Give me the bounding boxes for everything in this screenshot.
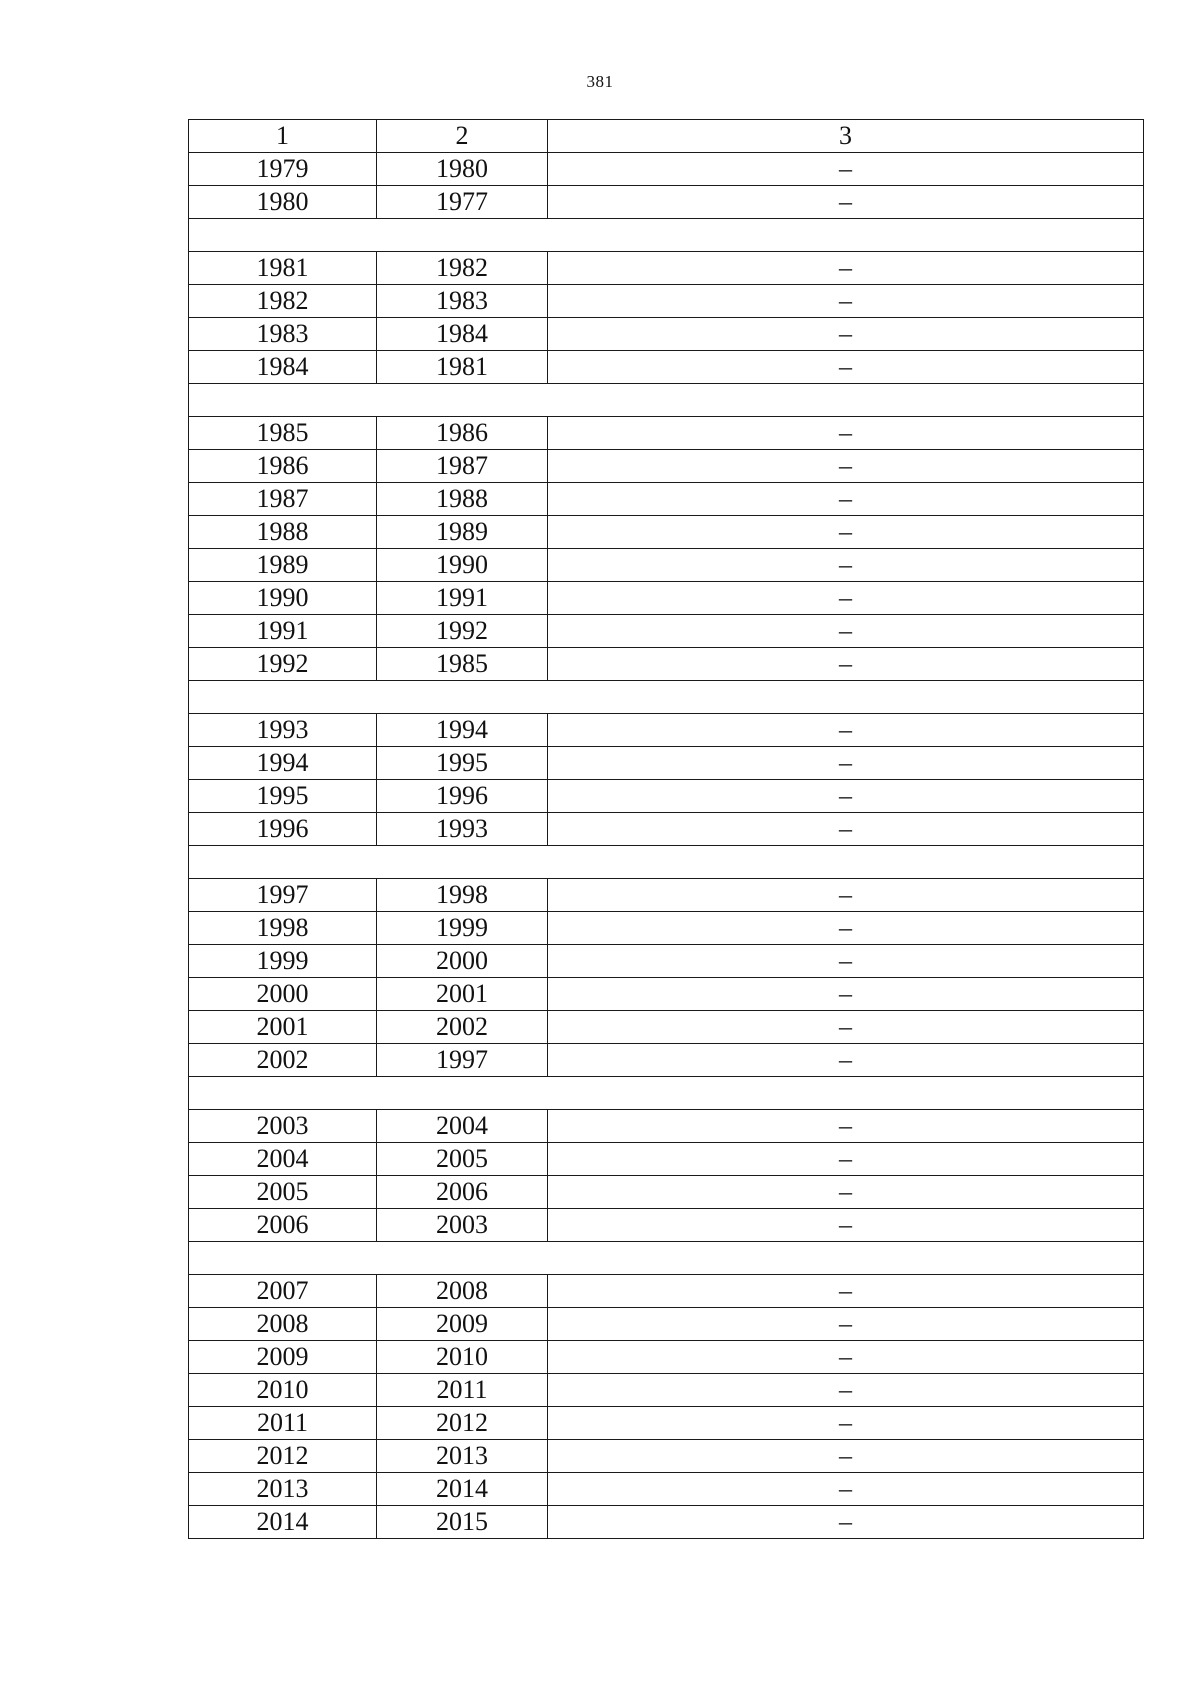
- table-cell-col3: –: [548, 1506, 1144, 1539]
- table-cell-col1: 1988: [189, 516, 377, 549]
- section-separator-row: [189, 219, 1144, 252]
- separator-cell: [189, 1242, 1144, 1275]
- table-cell-col3: –: [548, 582, 1144, 615]
- table-cell-col2: 2012: [377, 1407, 548, 1440]
- table-row: [189, 1110, 1144, 1143]
- table-row: [189, 516, 1144, 549]
- section-separator-row: [189, 846, 1144, 879]
- table-row: [189, 1011, 1144, 1044]
- table-cell-col2: 1987: [377, 450, 548, 483]
- table-cell-col2: 2006: [377, 1176, 548, 1209]
- table-cell-col2: 1985: [377, 648, 548, 681]
- table-row: [189, 153, 1144, 186]
- table-cell-col3: –: [548, 483, 1144, 516]
- table-row: [189, 615, 1144, 648]
- table-cell-col2: 2013: [377, 1440, 548, 1473]
- table-row: [189, 714, 1144, 747]
- table-cell-col1: 2001: [189, 1011, 377, 1044]
- table-cell-col2: 2015: [377, 1506, 548, 1539]
- table-cell-col1: 2004: [189, 1143, 377, 1176]
- table-row: [189, 912, 1144, 945]
- table-cell-col3: –: [548, 1440, 1144, 1473]
- table-cell-col1: 1992: [189, 648, 377, 681]
- table-row: [189, 417, 1144, 450]
- table-row: [189, 582, 1144, 615]
- header-cell-1: 1: [189, 120, 377, 153]
- table-cell-col1: 2010: [189, 1374, 377, 1407]
- table-row: [189, 1506, 1144, 1539]
- table-row: [189, 318, 1144, 351]
- table-row: [189, 351, 1144, 384]
- table-cell-col2: 2009: [377, 1308, 548, 1341]
- separator-cell: [189, 1077, 1144, 1110]
- table-cell-col3: –: [548, 978, 1144, 1011]
- table-cell-col3: –: [548, 1275, 1144, 1308]
- table-cell-col2: 1977: [377, 186, 548, 219]
- table-cell-col3: –: [548, 1341, 1144, 1374]
- table-row: [189, 252, 1144, 285]
- table-cell-col1: 1979: [189, 153, 377, 186]
- table-row: [189, 813, 1144, 846]
- table-cell-col1: 2013: [189, 1473, 377, 1506]
- table-cell-col3: –: [548, 1143, 1144, 1176]
- section-separator-row: [189, 384, 1144, 417]
- table-cell-col3: –: [548, 1473, 1144, 1506]
- table-cell-col2: 1983: [377, 285, 548, 318]
- section-separator-row: [189, 681, 1144, 714]
- table-cell-col2: 2010: [377, 1341, 548, 1374]
- table-row: [189, 1341, 1144, 1374]
- table-cell-col3: –: [548, 450, 1144, 483]
- table-cell-col3: –: [548, 285, 1144, 318]
- header-row: [189, 120, 1144, 153]
- table-cell-col2: 1997: [377, 1044, 548, 1077]
- table-cell-col2: 1990: [377, 549, 548, 582]
- header-cell-2: 2: [377, 120, 548, 153]
- table-cell-col3: –: [548, 186, 1144, 219]
- table-cell-col1: 2008: [189, 1308, 377, 1341]
- table-row: [189, 1143, 1144, 1176]
- table-cell-col3: –: [548, 879, 1144, 912]
- table-cell-col3: –: [548, 648, 1144, 681]
- table-row: [189, 978, 1144, 1011]
- table-cell-col1: 2012: [189, 1440, 377, 1473]
- table-cell-col1: 2000: [189, 978, 377, 1011]
- table-cell-col3: –: [548, 780, 1144, 813]
- table-row: [189, 1275, 1144, 1308]
- table-cell-col2: 1984: [377, 318, 548, 351]
- section-separator-row: [189, 1077, 1144, 1110]
- table-cell-col2: 2011: [377, 1374, 548, 1407]
- table-cell-col3: –: [548, 1407, 1144, 1440]
- table-cell-col3: –: [548, 417, 1144, 450]
- table-cell-col2: 1998: [377, 879, 548, 912]
- table-cell-col1: 1994: [189, 747, 377, 780]
- table-cell-col3: –: [548, 813, 1144, 846]
- table-cell-col1: 2006: [189, 1209, 377, 1242]
- table-row: [189, 945, 1144, 978]
- table-cell-col2: 1992: [377, 615, 548, 648]
- table-cell-col2: 1996: [377, 780, 548, 813]
- table-cell-col2: 1986: [377, 417, 548, 450]
- table-row: [189, 648, 1144, 681]
- table-cell-col1: 2011: [189, 1407, 377, 1440]
- table-cell-col1: 1980: [189, 186, 377, 219]
- table-cell-col3: –: [548, 1044, 1144, 1077]
- table-row: [189, 1473, 1144, 1506]
- table-cell-col1: 1997: [189, 879, 377, 912]
- table-cell-col2: 1993: [377, 813, 548, 846]
- table-cell-col3: –: [548, 1374, 1144, 1407]
- separator-cell: [189, 384, 1144, 417]
- table-cell-col3: –: [548, 714, 1144, 747]
- table-cell-col1: 2003: [189, 1110, 377, 1143]
- table-row: [189, 747, 1144, 780]
- table-cell-col2: 2014: [377, 1473, 548, 1506]
- table-cell-col1: 1984: [189, 351, 377, 384]
- table-cell-col3: –: [548, 1110, 1144, 1143]
- separator-cell: [189, 681, 1144, 714]
- table-cell-col3: –: [548, 318, 1144, 351]
- table-cell-col1: 1996: [189, 813, 377, 846]
- table-cell-col2: 2008: [377, 1275, 548, 1308]
- table-row: [189, 1176, 1144, 1209]
- table-cell-col2: 1989: [377, 516, 548, 549]
- table-cell-col3: –: [548, 945, 1144, 978]
- table-cell-col2: 1988: [377, 483, 548, 516]
- table-cell-col1: 1990: [189, 582, 377, 615]
- table-cell-col2: 2003: [377, 1209, 548, 1242]
- header-cell-3: 3: [548, 120, 1144, 153]
- table-cell-col1: 2002: [189, 1044, 377, 1077]
- table-cell-col2: 1991: [377, 582, 548, 615]
- separator-cell: [189, 846, 1144, 879]
- table-body: [189, 120, 1144, 1539]
- table-row: [189, 879, 1144, 912]
- table-cell-col1: 1999: [189, 945, 377, 978]
- table-row: [189, 1308, 1144, 1341]
- table-cell-col1: 2009: [189, 1341, 377, 1374]
- table-cell-col2: 1994: [377, 714, 548, 747]
- table-cell-col3: –: [548, 615, 1144, 648]
- year-table: [188, 119, 1144, 1539]
- table-cell-col1: 1991: [189, 615, 377, 648]
- table-cell-col1: 1982: [189, 285, 377, 318]
- table-cell-col3: –: [548, 1176, 1144, 1209]
- table-cell-col2: 2000: [377, 945, 548, 978]
- table-cell-col1: 1987: [189, 483, 377, 516]
- table-cell-col2: 1981: [377, 351, 548, 384]
- table-cell-col3: –: [548, 912, 1144, 945]
- table-cell-col1: 1993: [189, 714, 377, 747]
- table-cell-col2: 2002: [377, 1011, 548, 1044]
- table-row: [189, 1440, 1144, 1473]
- table-row: [189, 186, 1144, 219]
- table-cell-col3: –: [548, 516, 1144, 549]
- table-cell-col1: 1985: [189, 417, 377, 450]
- table-cell-col3: –: [548, 1209, 1144, 1242]
- table-cell-col2: 1999: [377, 912, 548, 945]
- table-row: [189, 1209, 1144, 1242]
- table-row: [189, 1374, 1144, 1407]
- table-cell-col2: 2001: [377, 978, 548, 1011]
- table-row: [189, 549, 1144, 582]
- table-cell-col1: 1981: [189, 252, 377, 285]
- table-cell-col1: 1998: [189, 912, 377, 945]
- table-cell-col1: 2005: [189, 1176, 377, 1209]
- table-cell-col1: 2014: [189, 1506, 377, 1539]
- table-row: [189, 483, 1144, 516]
- table-cell-col3: –: [548, 1308, 1144, 1341]
- separator-cell: [189, 219, 1144, 252]
- table-cell-col3: –: [548, 747, 1144, 780]
- table-cell-col2: 2005: [377, 1143, 548, 1176]
- table-cell-col3: –: [548, 252, 1144, 285]
- table-cell-col3: –: [548, 1011, 1144, 1044]
- table-cell-col3: –: [548, 153, 1144, 186]
- table-row: [189, 450, 1144, 483]
- table-cell-col3: –: [548, 351, 1144, 384]
- table-cell-col1: 1995: [189, 780, 377, 813]
- table-cell-col1: 1986: [189, 450, 377, 483]
- table-cell-col3: –: [548, 549, 1144, 582]
- table-row: [189, 1407, 1144, 1440]
- table-cell-col2: 2004: [377, 1110, 548, 1143]
- table-cell-col2: 1982: [377, 252, 548, 285]
- table-cell-col2: 1995: [377, 747, 548, 780]
- page-number: 381: [586, 72, 614, 91]
- table-cell-col1: 1983: [189, 318, 377, 351]
- table-cell-col2: 1980: [377, 153, 548, 186]
- table-row: [189, 1044, 1144, 1077]
- table-row: [189, 780, 1144, 813]
- table-cell-col1: 2007: [189, 1275, 377, 1308]
- table-cell-col1: 1989: [189, 549, 377, 582]
- table-row: [189, 285, 1144, 318]
- section-separator-row: [189, 1242, 1144, 1275]
